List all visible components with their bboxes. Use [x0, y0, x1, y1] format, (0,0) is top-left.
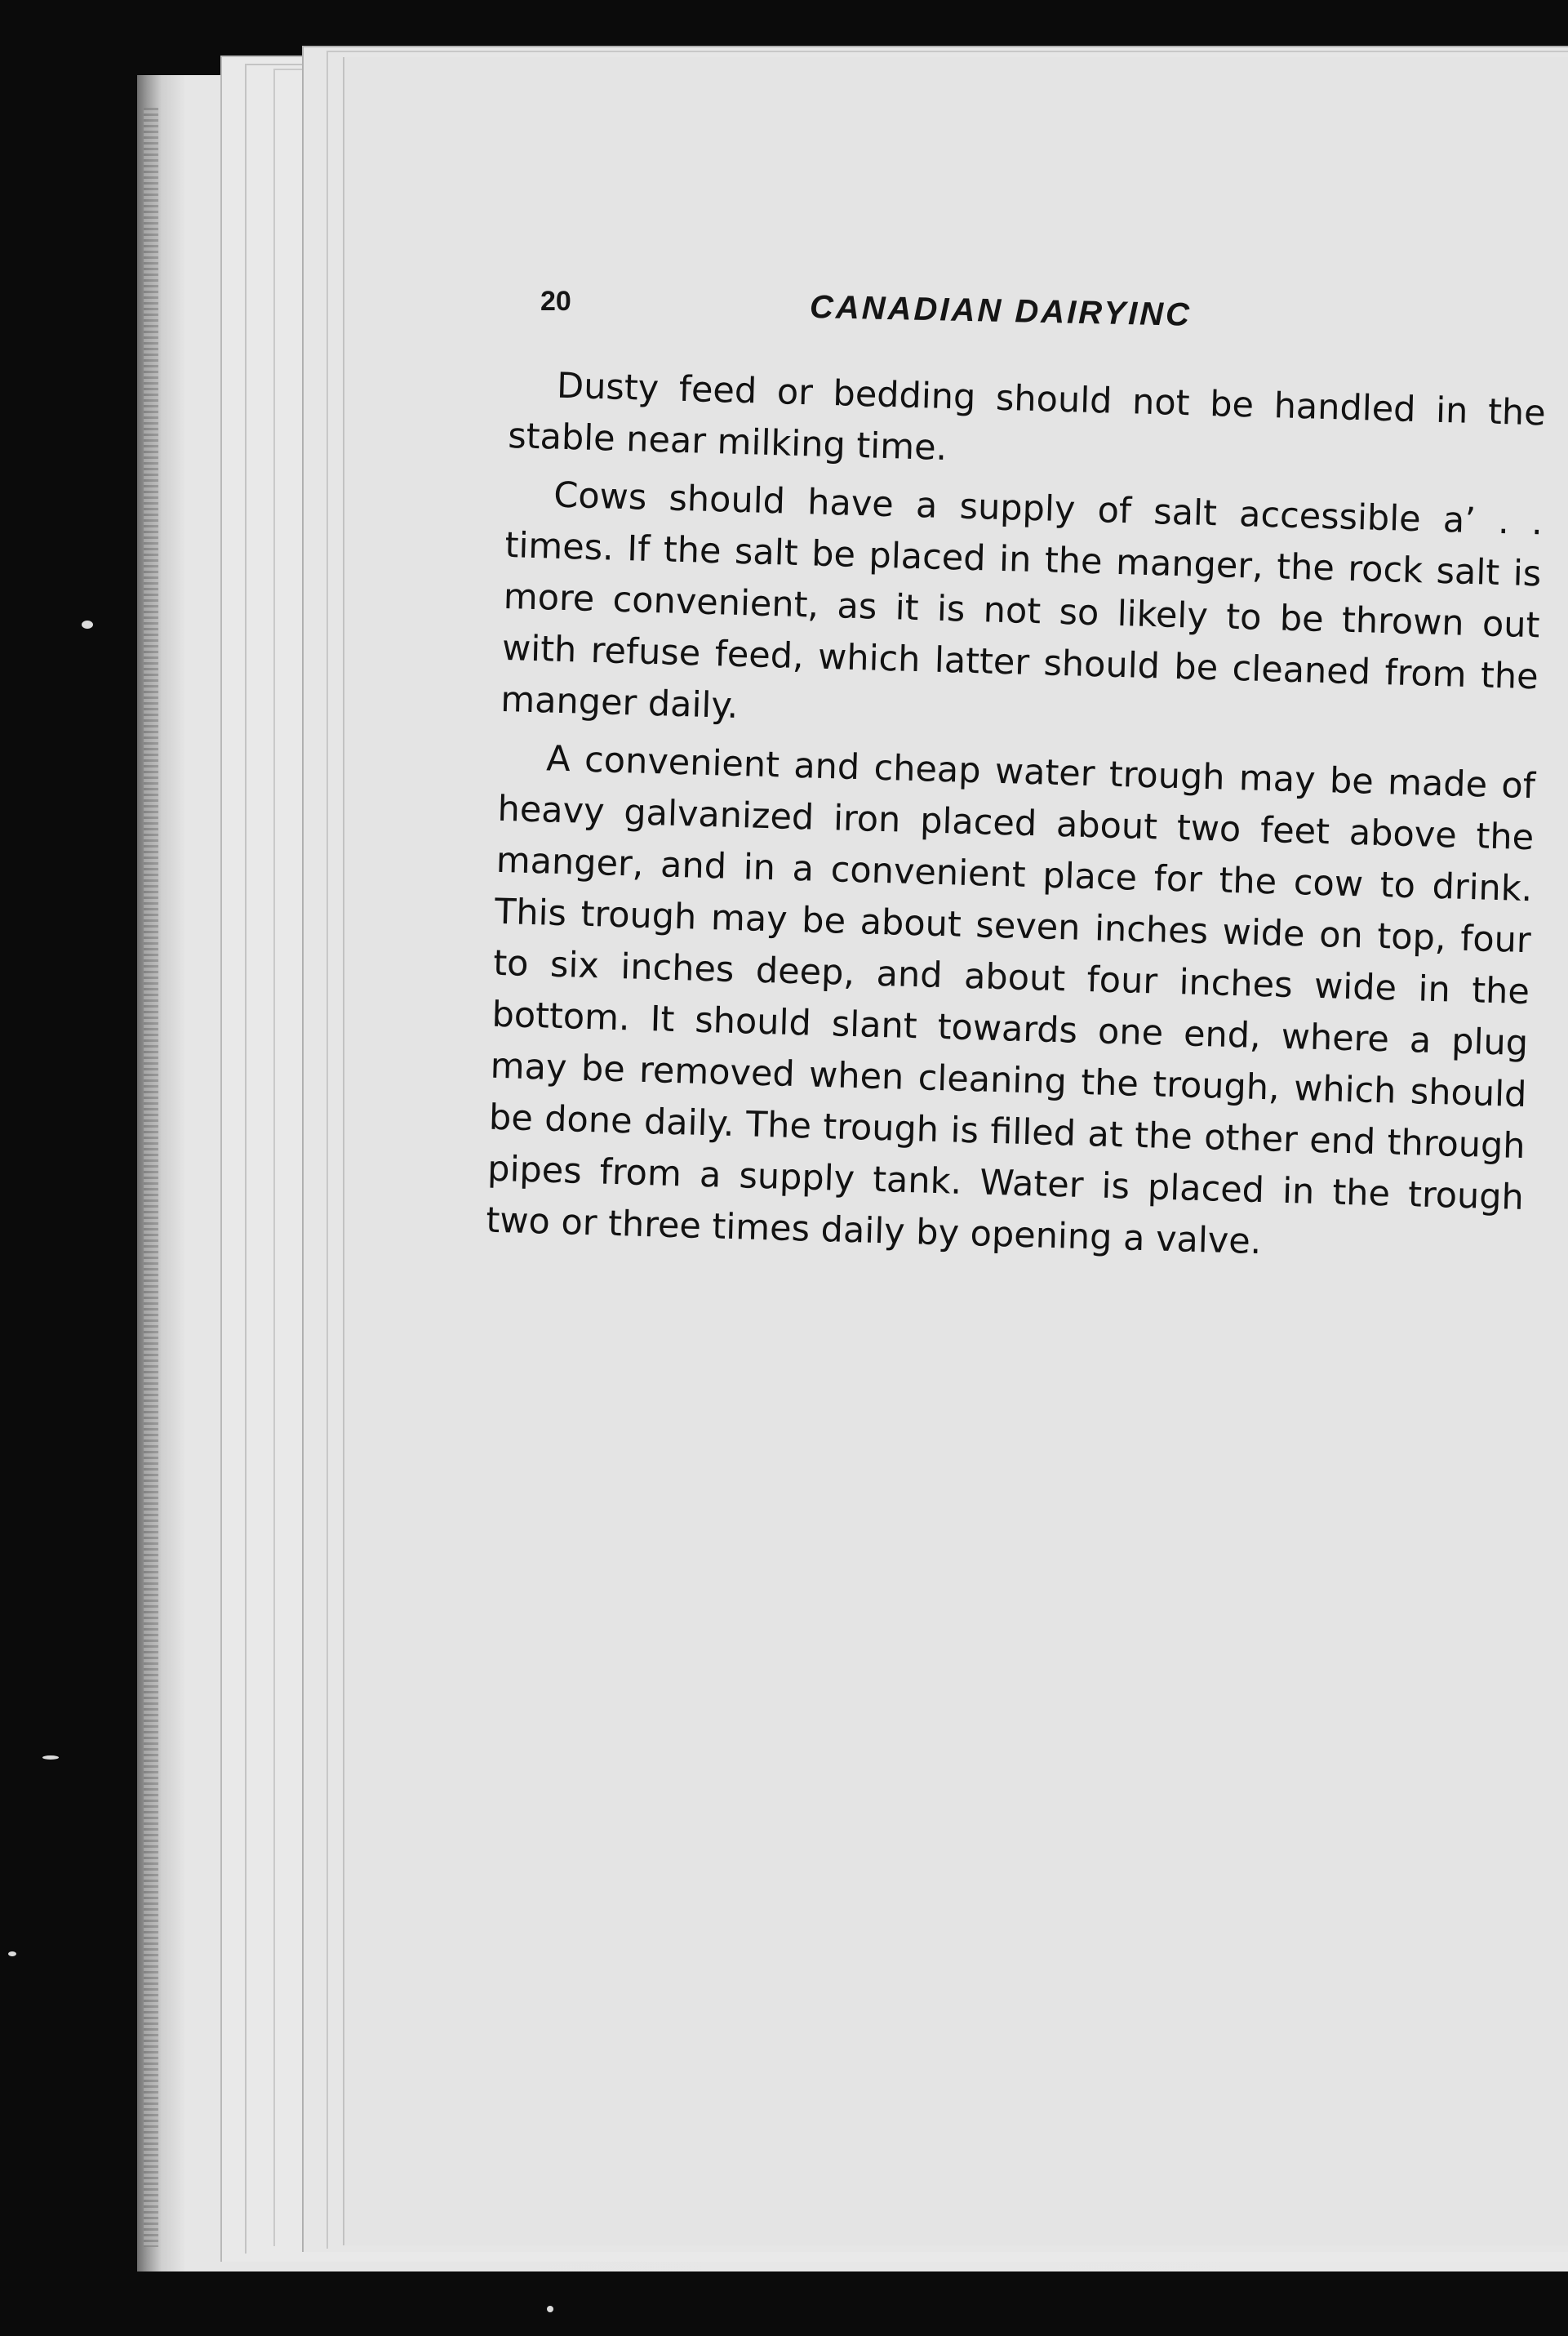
- paragraph-water-trough: A convenient and cheap water trough may be made of heavy galvanized iron placed about two feet above the manger, and in a convenient place for the cow to drink. This trough may be about seven inches wide on top, four to six inches deep, and about four inches wide in the bottom. It should slant towards one end, where a plug may be removed when cleaning the trough, which should be done daily. The trough is filled at the other end through pipes from a supply tank. Water is placed in the trough two or three times daily by opening a valve.: [485, 738, 1536, 1263]
- running-head: [540, 278, 1357, 343]
- paragraph-salt: Cows should have a supply of salt accessible a’ . . times. If the salt be placed in the manger, the rock salt is more convenient, as it is not so likely to be thrown out with refuse feed, which latter should be cleaned from the manger daily.: [500, 474, 1544, 727]
- body-text: [485, 359, 1546, 1282]
- running-title: CANADIAN DAIRYINC: [809, 289, 1193, 333]
- dust-speck: [8, 1951, 16, 1956]
- dust-speck: [547, 2306, 553, 2312]
- dust-speck: [82, 621, 93, 629]
- page-number: 20: [540, 286, 571, 317]
- paragraph-dusty-feed: Dusty feed or bedding should not be handled in the stable near milking time.: [507, 365, 1547, 469]
- dust-speck: [42, 1755, 59, 1760]
